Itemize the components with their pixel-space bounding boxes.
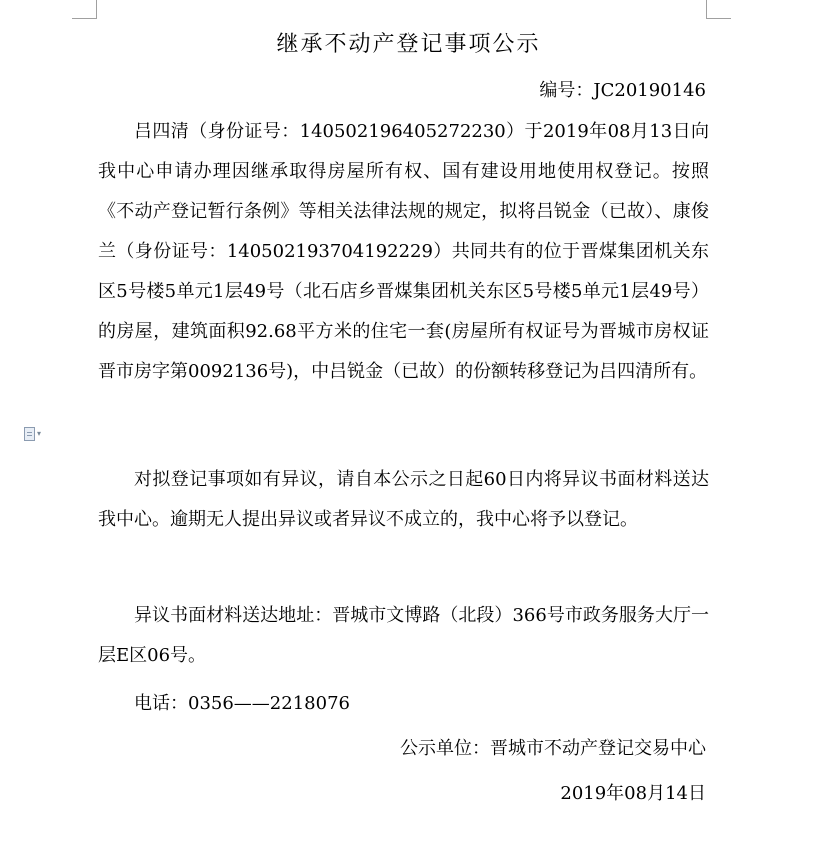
paragraph-application: 吕四清（身份证号：140502196405272230）于2019年08月13日向我中心申请办理因继承取得房屋所有权、国有建设用地使用权登记。按照《不动产登记暂行条例》等相关法律法规的规定，拟将吕锐金（已故）、康俊兰（身份证号：140502193704192229）共同共有的位于晋煤集团机关东区5号楼5单元1层49号（北石店乡晋煤集团机关东区5号楼5单元1层49号）的房屋，建筑面积92.68平方米的住宅一套(房屋所有权证号为晋城市房权证晋市房字第0092136号)，中吕锐金（已故）的份额转移登记为吕四清所有。 — [98, 121, 709, 382]
paragraph-phone: 电话：0356——2218076 — [134, 693, 350, 714]
top-right-margin-mark — [706, 0, 731, 19]
paragraph-address: 异议书面材料送达地址：晋城市文博路（北段）366号市政务服务大厅一层E区06号。 — [98, 605, 709, 666]
document-number: 编号：JC20190146 — [539, 80, 706, 101]
chevron-down-icon: ▾ — [37, 429, 42, 438]
publish-date: 2019年08月14日 — [560, 783, 706, 804]
top-left-margin-mark — [72, 0, 97, 19]
paragraph-objection: 对拟登记事项如有异议，请自本公示之日起60日内将异议书面材料送达我中心。逾期无人提出异议或者异议不成立的，我中心将予以登记。 — [98, 469, 709, 530]
page-title: 继承不动产登记事项公示 — [276, 32, 541, 57]
document-outline-icon[interactable] — [24, 426, 50, 442]
page-icon — [24, 427, 35, 441]
publishing-unit: 公示单位：晋城市不动产登记交易中心 — [400, 738, 706, 759]
